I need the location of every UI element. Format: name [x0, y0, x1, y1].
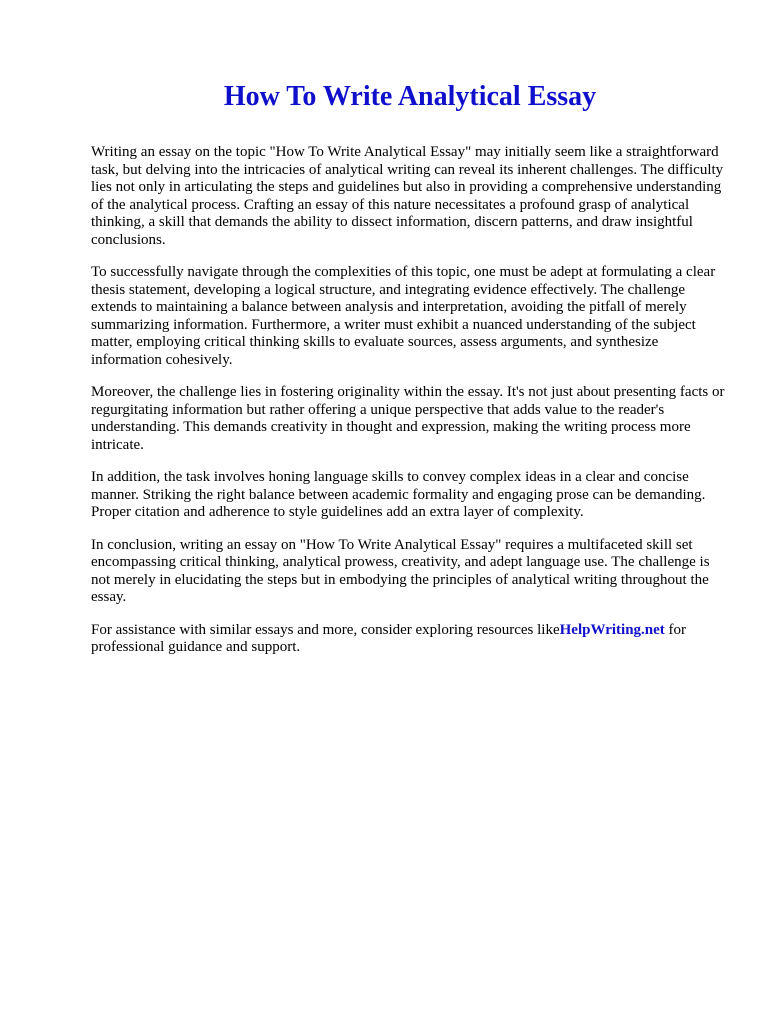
closing-text-after-link: for professional guidance and support.	[91, 621, 687, 655]
paragraph-2: To successfully navigate through the complexities of this topic, one must be adept at formulating a clear thesis statement, developing a logical structure, and integrating evidence effectively. The challenge extends to maintaining a balance between analysis and interpretation, avoiding the pitfall of merely summarizing information. Furthermore, a writer must exhibit a nuanced understanding of the subject matter, employing critical thinking skills to evaluate sources, assess arguments, and synthesize information cohesively.	[91, 264, 716, 368]
essay-body	[91, 144, 731, 672]
paragraph-1: Writing an essay on the topic "How To Write Analytical Essay" may initially seem like a straightforward task, but delving into the intricacies of analytical writing can reveal its inherent challenges. The difficulty lies not only in articulating the steps and guidelines but also in providing a comprehensive understanding of the analytical process. Crafting an essay of this nature necessitates a profound grasp of analytical thinking, a skill that demands the ability to dissect information, discern patterns, and draw insightful conclusions.	[91, 144, 724, 248]
helpwriting-link[interactable]: HelpWriting.net	[559, 621, 665, 638]
closing-paragraph	[91, 622, 731, 657]
closing-text-before-link: For assistance with similar essays and more, consider exploring resources like	[91, 621, 560, 638]
paragraph-5: In conclusion, writing an essay on "How To Write Analytical Essay" requires a multifaceted skill set encompassing critical thinking, analytical prowess, creativity, and adept language use. The challenge is not merely in elucidating the steps but in embodying the principles of analytical writing throughout the essay.	[91, 536, 710, 605]
paragraph-3: Moreover, the challenge lies in fostering originality within the essay. It's not just about presenting facts or regurgitating information but rather offering a unique perspective that adds value to the reader's understanding. This demands creativity in thought and expression, making the writing process more intricate.	[91, 384, 725, 453]
page-title: How To Write Analytical Essay	[223, 81, 597, 112]
paragraph-4: In addition, the task involves honing language skills to convey complex ideas in a clear and concise manner. Striking the right balance between academic formality and engaging prose can be demanding. Proper citation and adherence to style guidelines add an extra layer of complexity.	[91, 469, 706, 520]
